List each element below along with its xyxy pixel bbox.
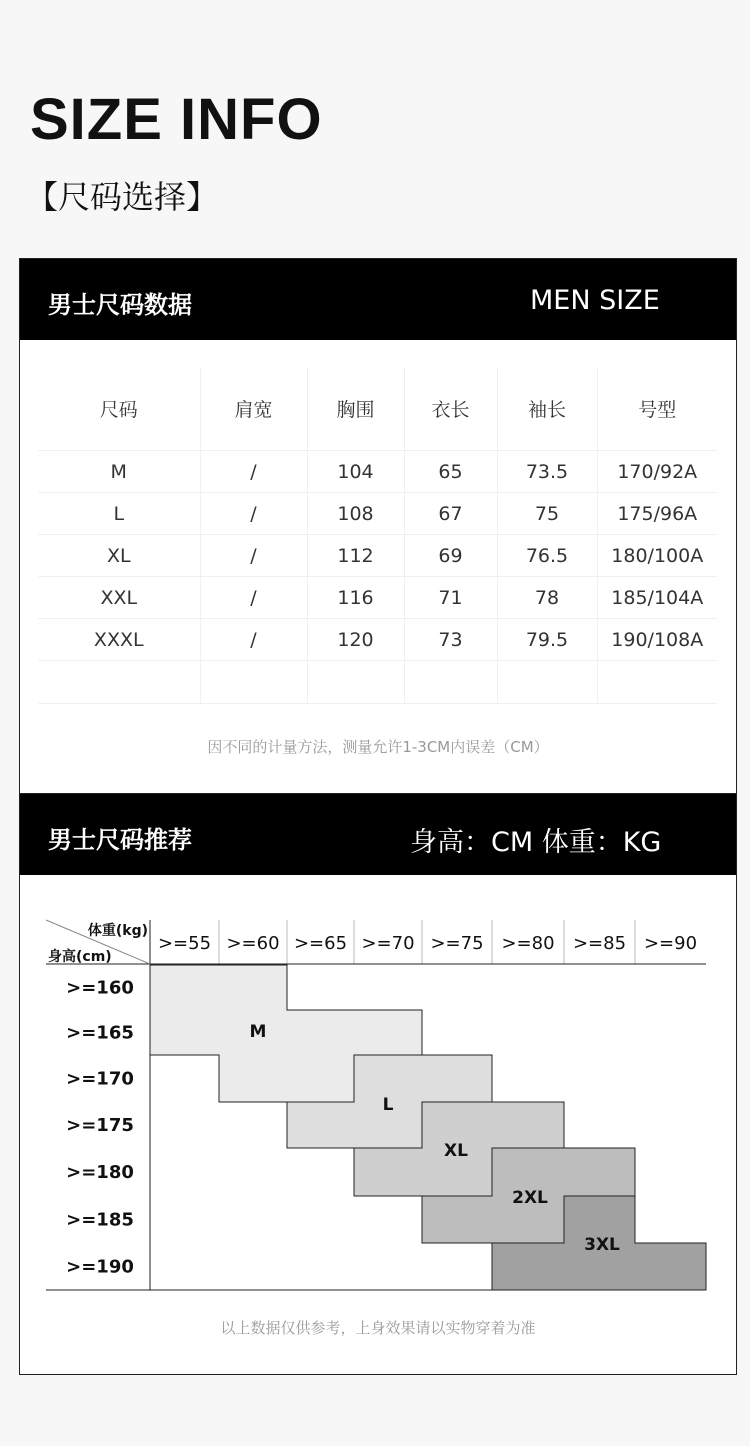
table-cell: 78 — [497, 577, 597, 619]
height-label: >=185 — [66, 1209, 134, 1231]
table-cell: XXXL — [38, 619, 200, 661]
size-band-label: L — [382, 1095, 394, 1115]
table-cell: 108 — [307, 493, 404, 535]
size-data-panel — [19, 258, 737, 794]
column-header: 胸围 — [307, 367, 404, 451]
page-title: SIZE INFO — [30, 87, 323, 152]
table-cell: 73 — [404, 619, 497, 661]
table-cell: 170/92A — [597, 451, 717, 493]
size-data-header — [20, 259, 736, 340]
size-recommend-chart — [20, 794, 736, 1374]
table-cell: 76.5 — [497, 535, 597, 577]
table-cell: L — [38, 493, 200, 535]
weight-label: >=60 — [226, 933, 280, 954]
table-row — [38, 535, 717, 577]
height-label: >=175 — [66, 1115, 134, 1136]
weight-label: >=75 — [430, 933, 484, 954]
units-label: 身高：CM 体重：KG — [410, 827, 662, 858]
table-row — [38, 619, 717, 661]
table-cell: / — [200, 535, 307, 577]
size-band-label: 3XL — [584, 1235, 620, 1255]
height-label: >=160 — [66, 977, 134, 999]
table-cell: 185/104A — [597, 577, 717, 619]
weight-label: >=55 — [157, 933, 212, 954]
column-header: 肩宽 — [200, 367, 307, 451]
measurement-note: 因不同的计量方法，测量允许1-3CM内误差（CM） — [207, 738, 549, 756]
men-size-label: MEN SIZE — [530, 285, 660, 316]
column-header: 衣长 — [404, 367, 497, 451]
size-table — [38, 367, 717, 704]
table-cell: 120 — [307, 619, 404, 661]
height-label: >=190 — [66, 1256, 134, 1278]
table-cell: / — [200, 493, 307, 535]
table-cell: 67 — [404, 493, 497, 535]
weight-label: >=90 — [643, 933, 698, 954]
table-cell: 112 — [307, 535, 404, 577]
table-cell: M — [38, 451, 200, 493]
weight-label: >=85 — [572, 933, 627, 954]
size-band-label: 2XL — [512, 1188, 548, 1208]
table-row — [38, 451, 717, 493]
corner-height-label: 身高(cm) — [48, 949, 112, 965]
height-label: >=170 — [66, 1068, 134, 1090]
table-cell: 69 — [404, 535, 497, 577]
table-cell: 116 — [307, 577, 404, 619]
column-header: 尺码 — [38, 367, 200, 451]
table-cell: XL — [38, 535, 200, 577]
size-data-heading: 男士尺码数据 — [48, 291, 192, 319]
table-cell: / — [200, 577, 307, 619]
weight-label: >=70 — [361, 933, 415, 954]
table-cell: 65 — [404, 451, 497, 493]
table-cell: 190/108A — [597, 619, 717, 661]
size-recommend-panel — [19, 793, 737, 1375]
height-label: >=180 — [66, 1162, 134, 1183]
table-cell: / — [200, 619, 307, 661]
table-cell: 75 — [497, 493, 597, 535]
column-header: 袖长 — [497, 367, 597, 451]
size-band-label: M — [249, 1022, 267, 1042]
table-row — [38, 577, 717, 619]
weight-label: >=80 — [501, 933, 555, 954]
table-cell: / — [200, 451, 307, 493]
size-recommend-heading: 男士尺码推荐 — [48, 826, 192, 854]
height-label: >=165 — [66, 1022, 134, 1044]
column-header: 号型 — [597, 367, 717, 451]
size-band-label: XL — [444, 1141, 468, 1161]
table-cell: 175/96A — [597, 493, 717, 535]
table-empty-row — [38, 661, 717, 704]
table-header-row — [38, 367, 717, 451]
table-cell: 180/100A — [597, 535, 717, 577]
table-cell: 73.5 — [497, 451, 597, 493]
table-row — [38, 493, 717, 535]
table-cell: XXL — [38, 577, 200, 619]
table-cell: 71 — [404, 577, 497, 619]
weight-label: >=65 — [293, 933, 348, 954]
reference-note: 以上数据仅供参考，上身效果请以实物穿着为准 — [220, 1319, 536, 1337]
corner-weight-label: 体重(kg) — [87, 923, 148, 939]
table-cell: 79.5 — [497, 619, 597, 661]
page-subtitle: 【尺码选择】 — [26, 178, 219, 216]
table-cell: 104 — [307, 451, 404, 493]
